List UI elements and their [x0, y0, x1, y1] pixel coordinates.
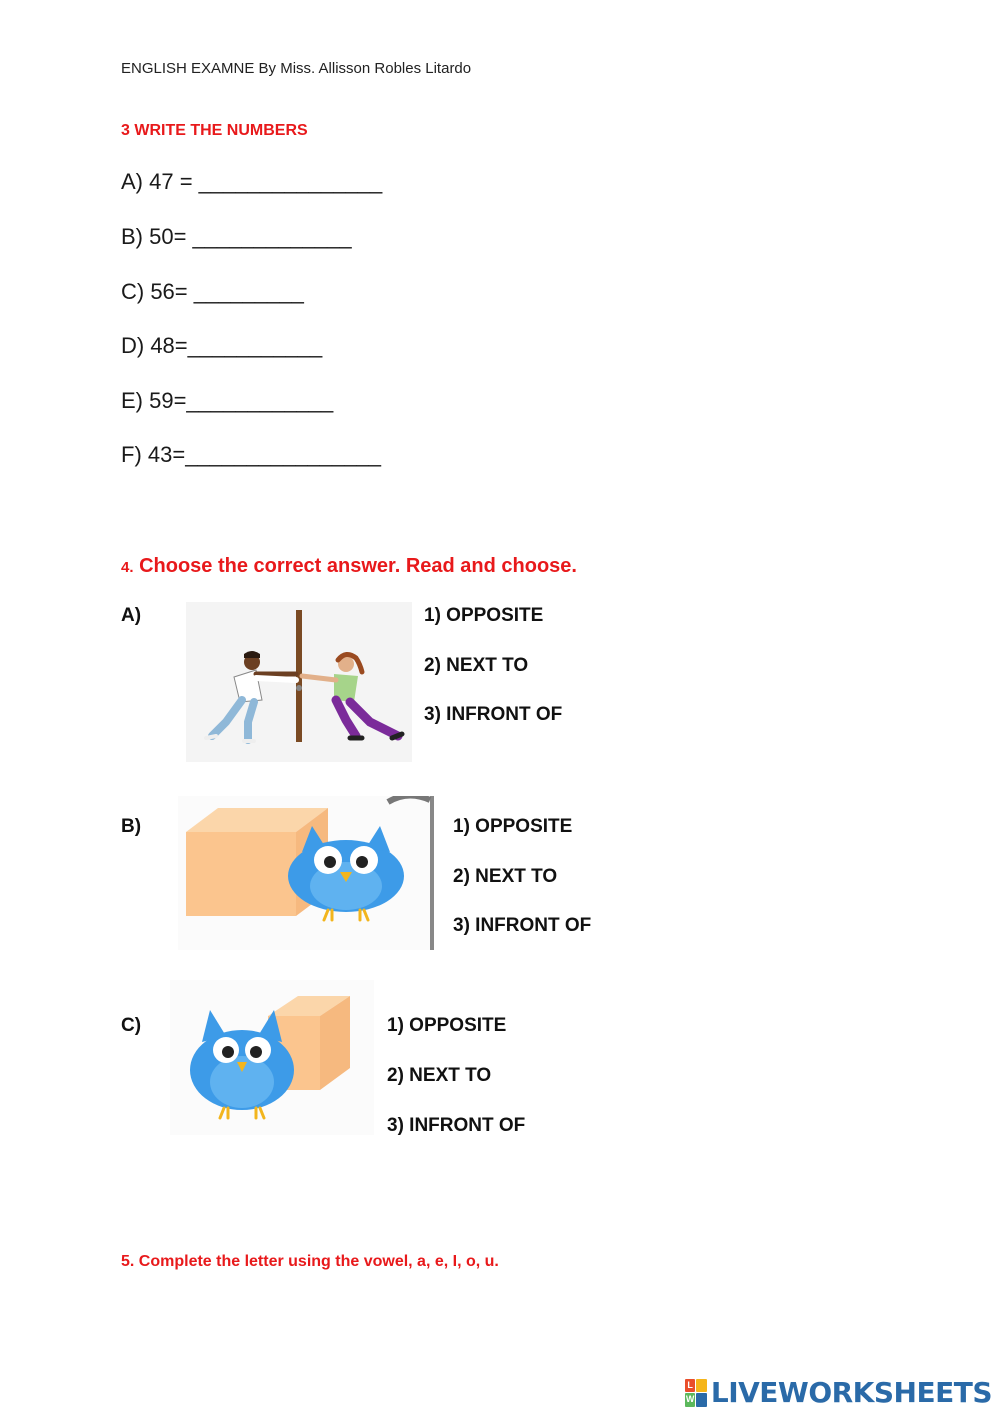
number-item-c: C) 56= _________ — [121, 279, 304, 304]
liveworksheets-logo-icon — [685, 1379, 707, 1407]
liveworksheets-logo-text: LIVEWORKSHEETS — [710, 1376, 992, 1409]
section-3-title: 3 WRITE THE NUMBERS — [121, 122, 308, 139]
question-c-option-2[interactable]: 2) NEXT TO — [387, 1065, 492, 1086]
pushing-people-image — [186, 602, 412, 762]
section-4-title — [121, 555, 577, 578]
pushing-people-illustration — [186, 602, 412, 762]
section-4-number: 4. — [121, 559, 134, 576]
owl-next-to-box-image — [178, 796, 434, 950]
question-c-option-3[interactable]: 3) INFRONT OF — [387, 1115, 526, 1136]
number-item-e: E) 59=____________ — [121, 388, 334, 413]
exam-header: ENGLISH EXAMNE By Miss. Allisson Robles Litardo — [121, 60, 472, 77]
number-item-d: D) 48=___________ — [121, 333, 323, 358]
logo-tile-yellow — [696, 1379, 707, 1393]
logo-letter-l: L — [685, 1379, 696, 1393]
question-a-option-2[interactable]: 2) NEXT TO — [424, 655, 529, 676]
question-c-option-1[interactable]: 1) OPPOSITE — [387, 1015, 507, 1036]
owl-in-front-of-box-image — [170, 980, 374, 1135]
number-item-b: B) 50= _____________ — [121, 224, 352, 249]
question-b-option-3[interactable]: 3) INFRONT OF — [453, 915, 592, 936]
question-c-label: C) — [121, 1015, 142, 1036]
liveworksheets-logo — [685, 1376, 992, 1409]
question-a-option-1[interactable]: 1) OPPOSITE — [424, 605, 544, 626]
question-a-option-3[interactable]: 3) INFRONT OF — [424, 704, 563, 725]
question-b-option-2[interactable]: 2) NEXT TO — [453, 866, 558, 887]
section-4-text: Choose the correct answer. Read and choose. — [139, 555, 577, 577]
question-b-label: B) — [121, 816, 142, 837]
number-item-a: A) 47 = _______________ — [121, 169, 383, 194]
owl-in-front-of-box-illustration — [170, 980, 374, 1135]
question-a-label: A) — [121, 605, 142, 626]
logo-letter-w: W — [685, 1393, 696, 1407]
question-b-option-1[interactable]: 1) OPPOSITE — [453, 816, 573, 837]
owl-next-to-box-illustration — [178, 796, 434, 950]
number-item-f: F) 43=________________ — [121, 442, 381, 467]
logo-tile-blue — [696, 1393, 707, 1407]
section-5-title: 5. Complete the letter using the vowel, a, e, I, o, u. — [121, 1253, 499, 1270]
